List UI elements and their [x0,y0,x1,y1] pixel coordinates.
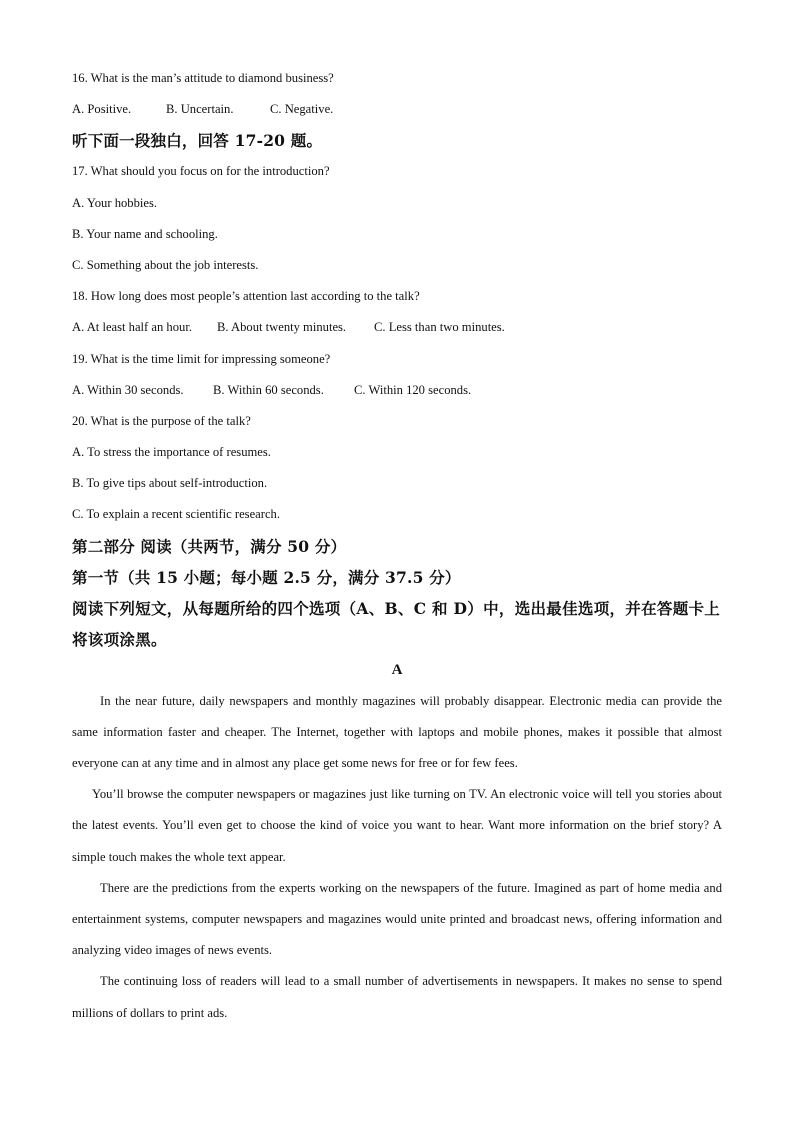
question-17: 17. What should you focus on for the introduction? [72,164,330,179]
passage-paragraph-3: There are the predictions from the experts working on the newspapers of the future. Imagined as part of home media and entertainment systems, computer newspapers and magazines would unite printed and broadcast news, offering information and analyzing video images of news events. [72,880,722,958]
question-16: 16. What is the man’s attitude to diamond business? [72,71,334,85]
question-18: 18. How long does most people’s attention last according to the talk? [72,289,420,304]
section-17-20-heading: 听下面一段独白，回答 17-20 题。 [72,131,323,151]
option-a: A. Within 30 seconds. [72,382,184,397]
question-20: 20. What is the purpose of the talk? [72,413,251,428]
passage-paragraph-1: In the near future, daily newspapers and monthly magazines will probably disappear. Electronic media can provide the same information faster and cheaper. The Internet, together with laptops and mobile phones, makes it possible that almost everyone can at any time and in almost any place get some news for free or for few fees. [72,693,722,771]
document-page [72,63,722,1029]
passage-paragraph-2: You’ll browse the computer newspapers or magazines just like turning on TV. An electronic voice will tell you stories about the latest events. You’ll even get to choose the kind of voice you want to hear. Want more information on the brief story? A simple touch makes the whole text appear. [72,787,722,864]
passage-paragraph-4: The continuing loss of readers will lead to a small number of advertisements in newspapers. It makes no sense to spend millions of dollars to print ads. [72,974,722,1020]
option-c: C. Less than two minutes. [374,320,505,335]
reading-instructions: 阅读下列短文，从每题所给的四个选项（A、B、C 和 D）中，选出最佳选项，并在答题卡上将该项涂黑。 [72,598,721,649]
option-b: B. About twenty minutes. [217,320,347,335]
option-c: C. Within 120 seconds. [354,382,472,397]
option-b: B. Within 60 seconds. [213,382,324,397]
option-a: A. At least half an hour. [72,320,192,335]
question-19-options [72,375,722,406]
option-a: A. Positive. [72,102,132,117]
question-17-option-a: A. Your hobbies. [72,195,158,210]
question-19: 19. What is the time limit for impressing someone? [72,351,331,366]
option-c: C. Negative. [270,102,334,117]
question-18-options [72,312,722,343]
passage-title: A [391,661,403,678]
option-b: B. Uncertain. [166,102,234,117]
section-1-heading: 第一节（共 15 小题；每小题 2.5 分，满分 37.5 分） [72,567,461,587]
question-20-option-a: A. To stress the importance of resumes. [72,445,271,460]
question-17-option-b: B. Your name and schooling. [72,226,218,241]
question-17-option-c: C. Something about the job interests. [72,257,259,272]
part-2-heading: 第二部分 阅读（共两节，满分 50 分） [72,536,347,556]
question-20-option-c: C. To explain a recent scientific research. [72,507,280,522]
question-20-option-b: B. To give tips about self-introduction. [72,476,268,491]
question-16-options [72,94,722,125]
